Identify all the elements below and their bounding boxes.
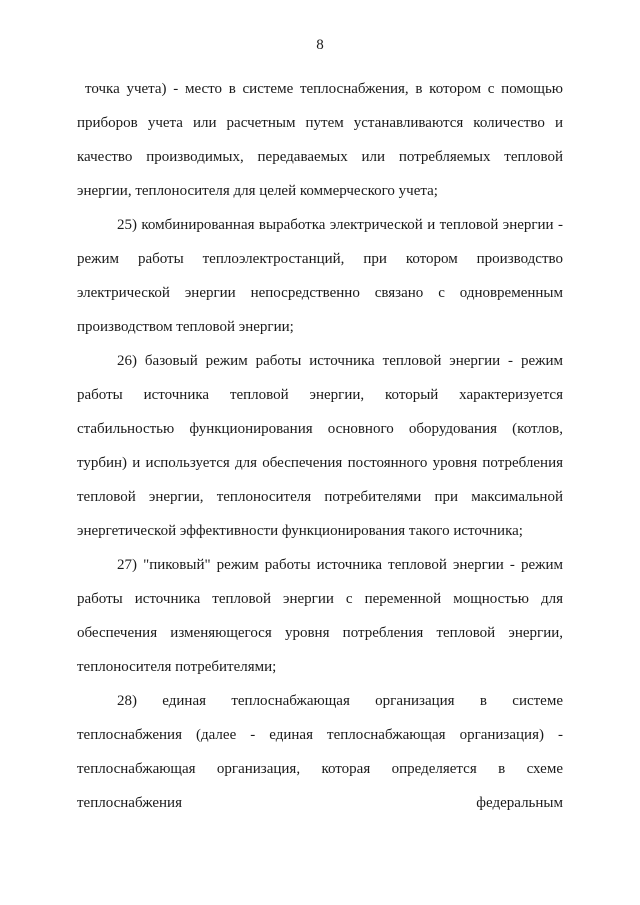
- paragraph-metering-point-continued: точка учета) - место в системе теплоснабжения, в котором с помощью приборов учета или расчетным путем устанавливаются количество и качество производимых, передаваемых или потребляемых тепловой энергии, теплоносителя для целей коммерческого учета;: [77, 81, 563, 199]
- paragraph-item-26: 26) базовый режим работы источника тепловой энергии - режим работы источника тепловой энергии, который характеризуется стабильностью функционирования основного оборудования (котлов, турбин) и используется для обеспечения постоянного уровня потребления тепловой энергии, теплоносителя потребителями при максимальной энергетической эффективности функционирования такого источника;: [77, 353, 563, 539]
- paragraph-item-28: 28) единая теплоснабжающая организация в системе теплоснабжения (далее - единая теплоснабжающая организация) - теплоснабжающая организация, которая определяется в схеме теплоснабжения федеральным: [77, 693, 563, 811]
- page-number: 8: [316, 37, 324, 53]
- paragraph-item-25: 25) комбинированная выработка электрической и тепловой энергии - режим работы теплоэлектростанций, при котором производство электрической энергии непосредственно связано с одновременным производством тепловой энергии;: [77, 217, 563, 335]
- paragraph-item-27: 27) "пиковый" режим работы источника тепловой энергии - режим работы источника тепловой энергии с переменной мощностью для обеспечения изменяющегося уровня потребления тепловой энергии, теплоносителя потребителями;: [77, 557, 563, 675]
- document-body: [77, 72, 563, 820]
